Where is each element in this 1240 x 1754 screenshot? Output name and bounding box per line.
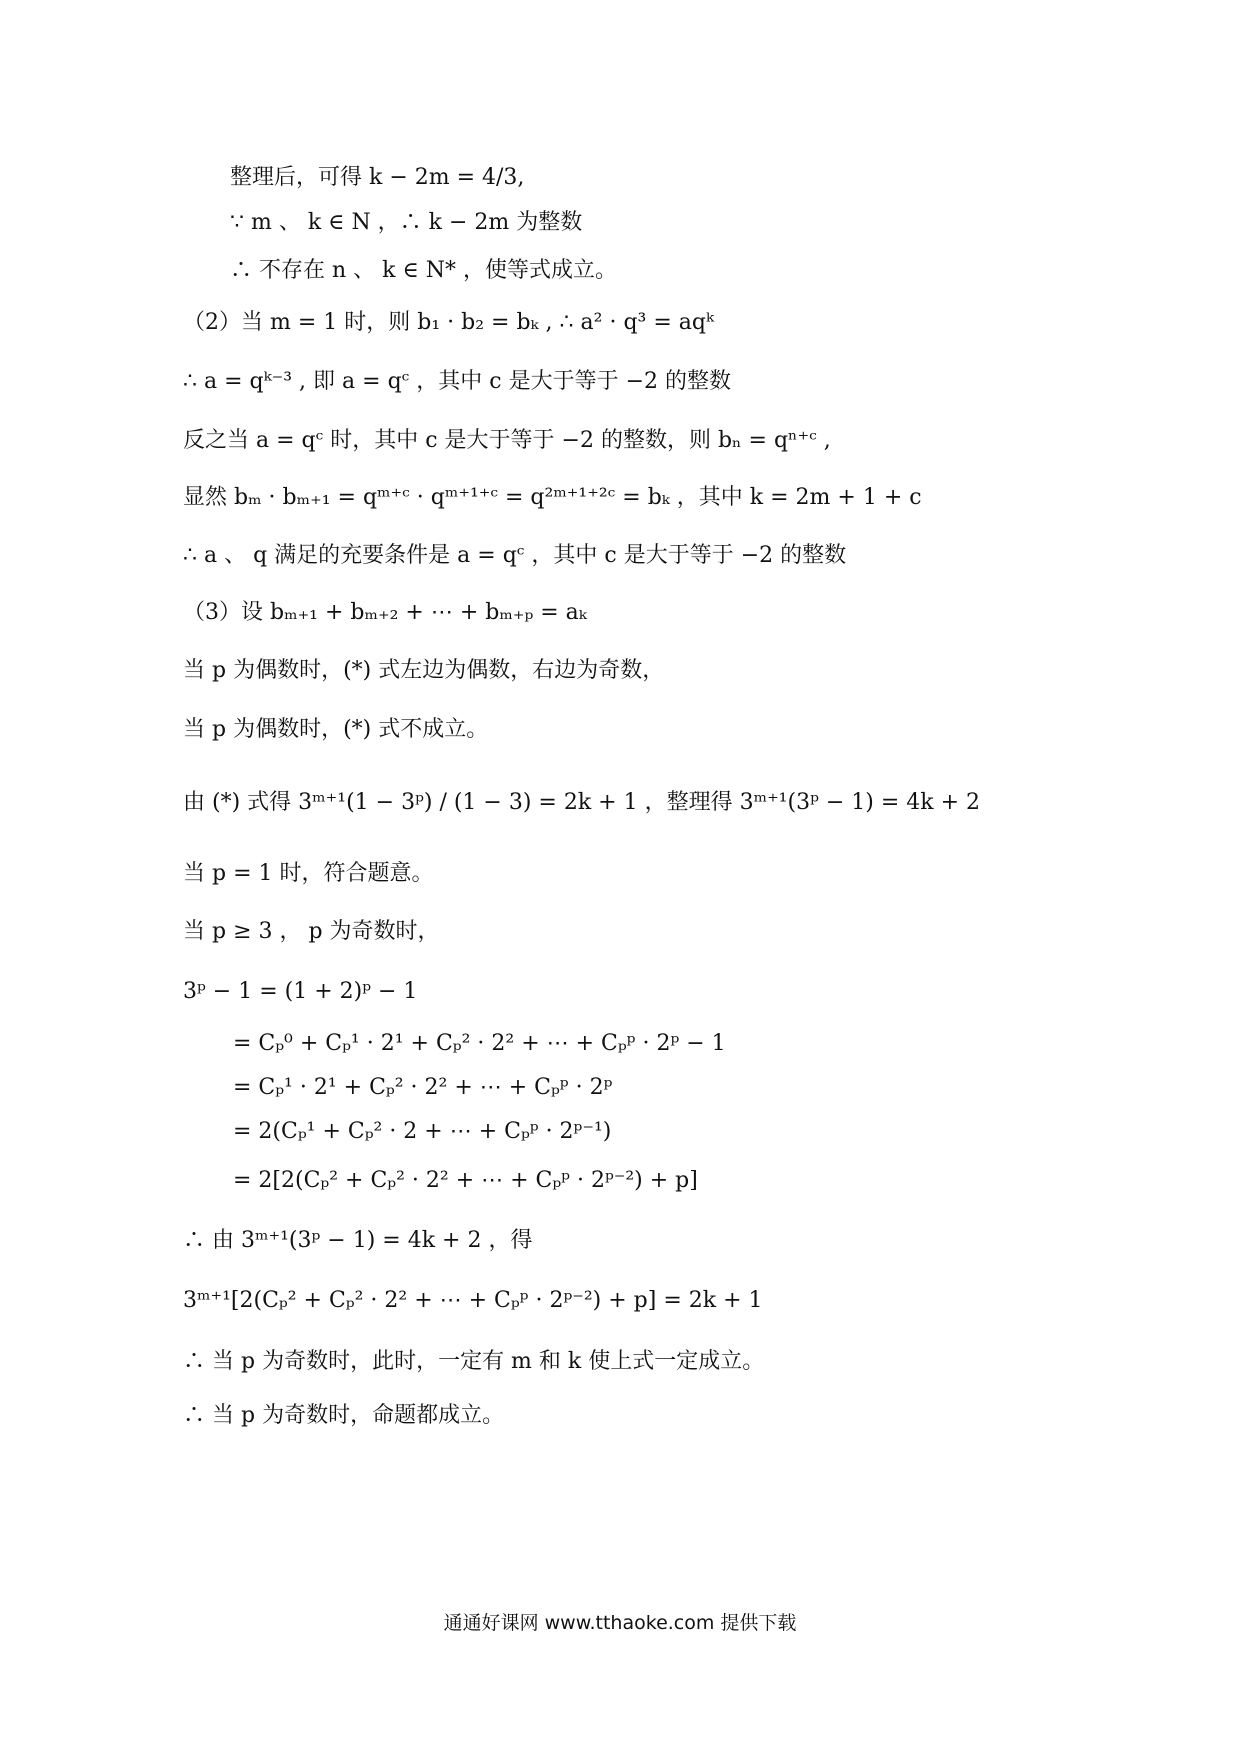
line-converse: 反之当 a = qᶜ 时，其中 c 是大于等于 −2 的整数，则 bₙ = qⁿ⁺ᶜ , [183,428,831,453]
line-simplify-result: 整理后，可得 k − 2m = 4/3, [230,165,525,190]
line-even-parity: 当 p 为偶数时，(*) 式左边为偶数，右边为奇数， [183,658,665,683]
line-product-check: 显然 bₘ · bₘ₊₁ = qᵐ⁺ᶜ · qᵐ⁺¹⁺ᶜ = q²ᵐ⁺¹⁺²ᶜ = bₖ ，其中 k = 2m + 1 + c [183,485,922,510]
line-p-odd-case: 当 p ≥ 3 ， p 为奇数时， [183,919,440,944]
line-expand-step3: = 2(Cₚ¹ + Cₚ² · 2 + ⋯ + Cₚᵖ · 2ᵖ⁻¹) [233,1119,612,1144]
line-integer-reason: ∵ m 、 k ∈ N ，∴ k − 2m 为整数 [230,210,583,235]
line-therefore-from: ∴ 由 3ᵐ⁺¹(3ᵖ − 1) = 4k + 2 ，得 [183,1228,533,1253]
line-expand-step2: = Cₚ¹ · 2¹ + Cₚ² · 2² + ⋯ + Cₚᵖ · 2ᵖ [233,1075,613,1100]
line-necessary-sufficient: ∴ a 、 q 满足的充要条件是 a = qᶜ ，其中 c 是大于等于 −2 的整数 [183,543,847,568]
line-p-equals-1: 当 p = 1 时，符合题意。 [183,861,434,886]
line-even-fails: 当 p 为偶数时，(*) 式不成立。 [183,717,489,742]
line-part2-case: （2）当 m = 1 时，则 b₁ · b₂ = bₖ , ∴ a² · q³ = aqᵏ [183,310,714,335]
line-sum-formula: 由 (*) 式得 3ᵐ⁺¹(1 − 3ᵖ) / (1 − 3) = 2k + 1 ，整理得 3ᵐ⁺¹(3ᵖ − 1) = 4k + 2 [183,790,981,815]
line-expand-step1: = Cₚ⁰ + Cₚ¹ · 2¹ + Cₚ² · 2² + ⋯ + Cₚᵖ · 2ᵖ − 1 [233,1031,726,1056]
line-expand-start: 3ᵖ − 1 = (1 + 2)ᵖ − 1 [183,979,418,1004]
line-final-equation: 3ᵐ⁺¹[2(Cₚ² + Cₚ² · 2² + ⋯ + Cₚᵖ · 2ᵖ⁻²) + p] = 2k + 1 [183,1288,763,1313]
line-a-equals-qc: ∴ a = qᵏ⁻³ , 即 a = qᶜ ，其中 c 是大于等于 −2 的整数 [183,369,731,394]
page-footer-source: 通通好课网 www.tthaoke.com 提供下载 [443,1612,797,1634]
line-no-solution: ∴ 不存在 n 、 k ∈ N* ，使等式成立。 [230,258,617,283]
line-conclusion: ∴ 当 p 为奇数时，命题都成立。 [183,1403,505,1428]
line-part3-setup: （3）设 bₘ₊₁ + bₘ₊₂ + ⋯ + bₘ₊ₚ = aₖ [183,600,587,625]
line-expand-step4: = 2[2(Cₚ² + Cₚ² · 2² + ⋯ + Cₚᵖ · 2ᵖ⁻²) + p] [233,1168,698,1193]
line-odd-exists: ∴ 当 p 为奇数时，此时，一定有 m 和 k 使上式一定成立。 [183,1349,765,1374]
